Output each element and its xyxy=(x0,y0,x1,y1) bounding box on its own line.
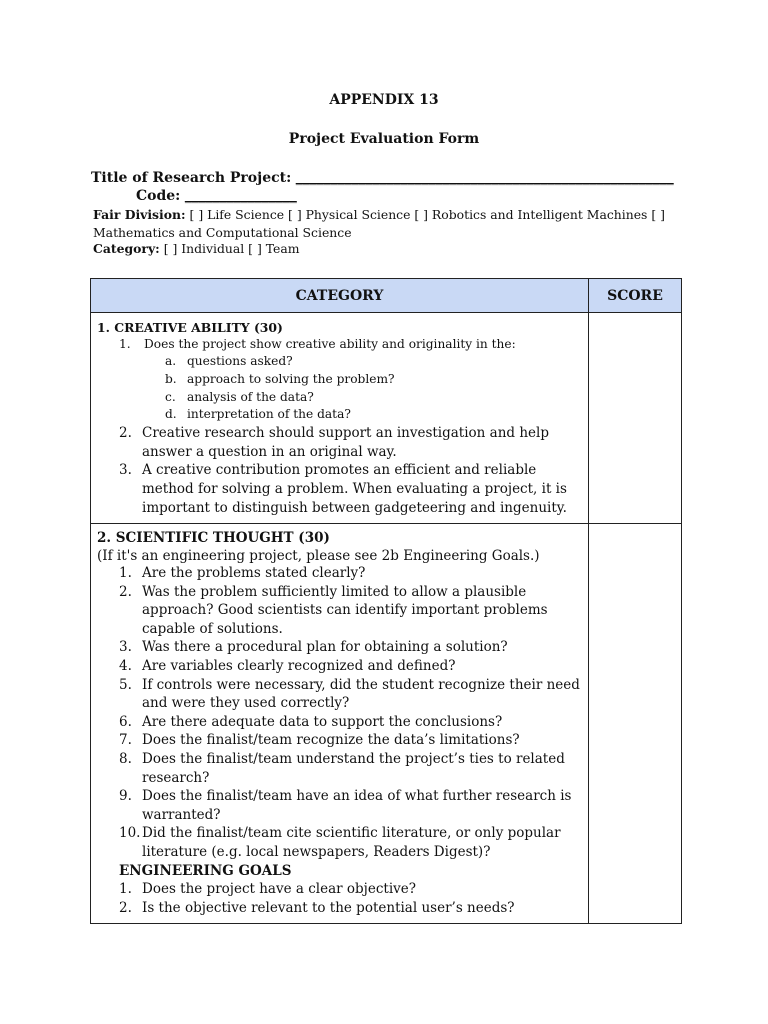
list-item: 10. Did the finalist/team cite scientific literature, or only popular literature (e.g. local newspapers, Readers Digest)? xyxy=(119,825,561,860)
list-item: 3. A creative contribution promotes an efficient and reliable method for solving a problem. When evaluating a project, it is important to distinguish between gadgeteering and ingenuity. xyxy=(119,462,567,516)
form-title: Project Evaluation Form xyxy=(288,131,480,147)
scientific-thought-cell xyxy=(91,524,589,924)
research-title-line xyxy=(91,170,674,186)
list-item: 2. Is the objective relevant to the potential user’s needs? xyxy=(119,899,515,916)
score-column-header: SCORE xyxy=(589,279,682,313)
list-item: 4. Are variables clearly recognized and defined? xyxy=(119,657,456,674)
list-item: 1. Does the project have a clear objective? xyxy=(119,881,416,898)
scientific-thought-score-cell[interactable] xyxy=(589,524,682,924)
engineering-goals-heading: ENGINEERING GOALS xyxy=(119,862,292,879)
engineering-note: (If it's an engineering project, please see 2b Engineering Goals.) xyxy=(97,548,540,564)
fair-division-label: Fair Division: xyxy=(93,207,186,222)
list-item: 9. Does the finalist/team have an idea of what further research is warranted? xyxy=(119,788,572,823)
sub-list-item: c. analysis of the data? xyxy=(165,389,314,404)
list-item: 6. Are there adequate data to support the conclusions? xyxy=(119,713,503,730)
sub-list-item: d. interpretation of the data? xyxy=(165,407,351,422)
scientific-thought-list xyxy=(91,564,588,862)
research-title-blank[interactable]: ______________________________________________________ xyxy=(295,170,674,186)
appendix-label: APPENDIX 13 xyxy=(329,92,439,108)
list-item: 3. Was there a procedural plan for obtaining a solution? xyxy=(119,639,508,656)
code-line xyxy=(136,188,297,204)
creative-ability-row xyxy=(91,313,682,524)
category-line xyxy=(93,241,299,256)
engineering-goals-list xyxy=(91,880,588,917)
list-item: 8. Does the finalist/team understand the project’s ties to related research? xyxy=(119,750,565,786)
list-item: 5. If controls were necessary, did the student recognize their need and were they used correctly? xyxy=(119,676,580,712)
category-label: Category: xyxy=(93,241,160,256)
scientific-thought-heading: 2. SCIENTIFIC THOUGHT (30) xyxy=(97,530,330,546)
creative-ability-heading: 1. CREATIVE ABILITY (30) xyxy=(97,320,283,335)
creative-ability-list xyxy=(91,335,588,517)
fair-division-line xyxy=(93,206,693,242)
category-options: [ ] Individual [ ] Team xyxy=(163,241,300,256)
table-header-row xyxy=(91,279,682,313)
code-blank[interactable]: ________________ xyxy=(184,188,297,204)
research-title-label: Title of Research Project: xyxy=(91,170,292,186)
code-label: Code: xyxy=(136,188,181,204)
scientific-thought-row xyxy=(91,524,682,924)
category-column-header: CATEGORY xyxy=(91,279,589,313)
fair-division-options: [ ] Life Science [ ] Physical Science [ ] Robotics and Intelligent Machines [ ] Mathematics and Computational Science xyxy=(93,207,665,240)
creative-ability-score-cell[interactable] xyxy=(589,313,682,524)
list-item: 2. Creative research should support an investigation and help answer a question in an original way. xyxy=(119,425,549,460)
creative-ability-cell xyxy=(91,313,589,524)
evaluation-table xyxy=(90,278,682,924)
list-item: 7. Does the finalist/team recognize the data’s limitations? xyxy=(119,732,520,749)
list-item: 1. Does the project show creative ability and originality in the: xyxy=(119,337,516,351)
sub-list-item: a. questions asked? xyxy=(165,354,293,368)
sub-list-item: b. approach to solving the problem? xyxy=(165,371,395,386)
list-item: 1. Are the problems stated clearly? xyxy=(119,565,366,581)
list-item: 2. Was the problem sufficiently limited to allow a plausible approach? Good scientists can identify important problems capable of solutions. xyxy=(119,583,548,637)
